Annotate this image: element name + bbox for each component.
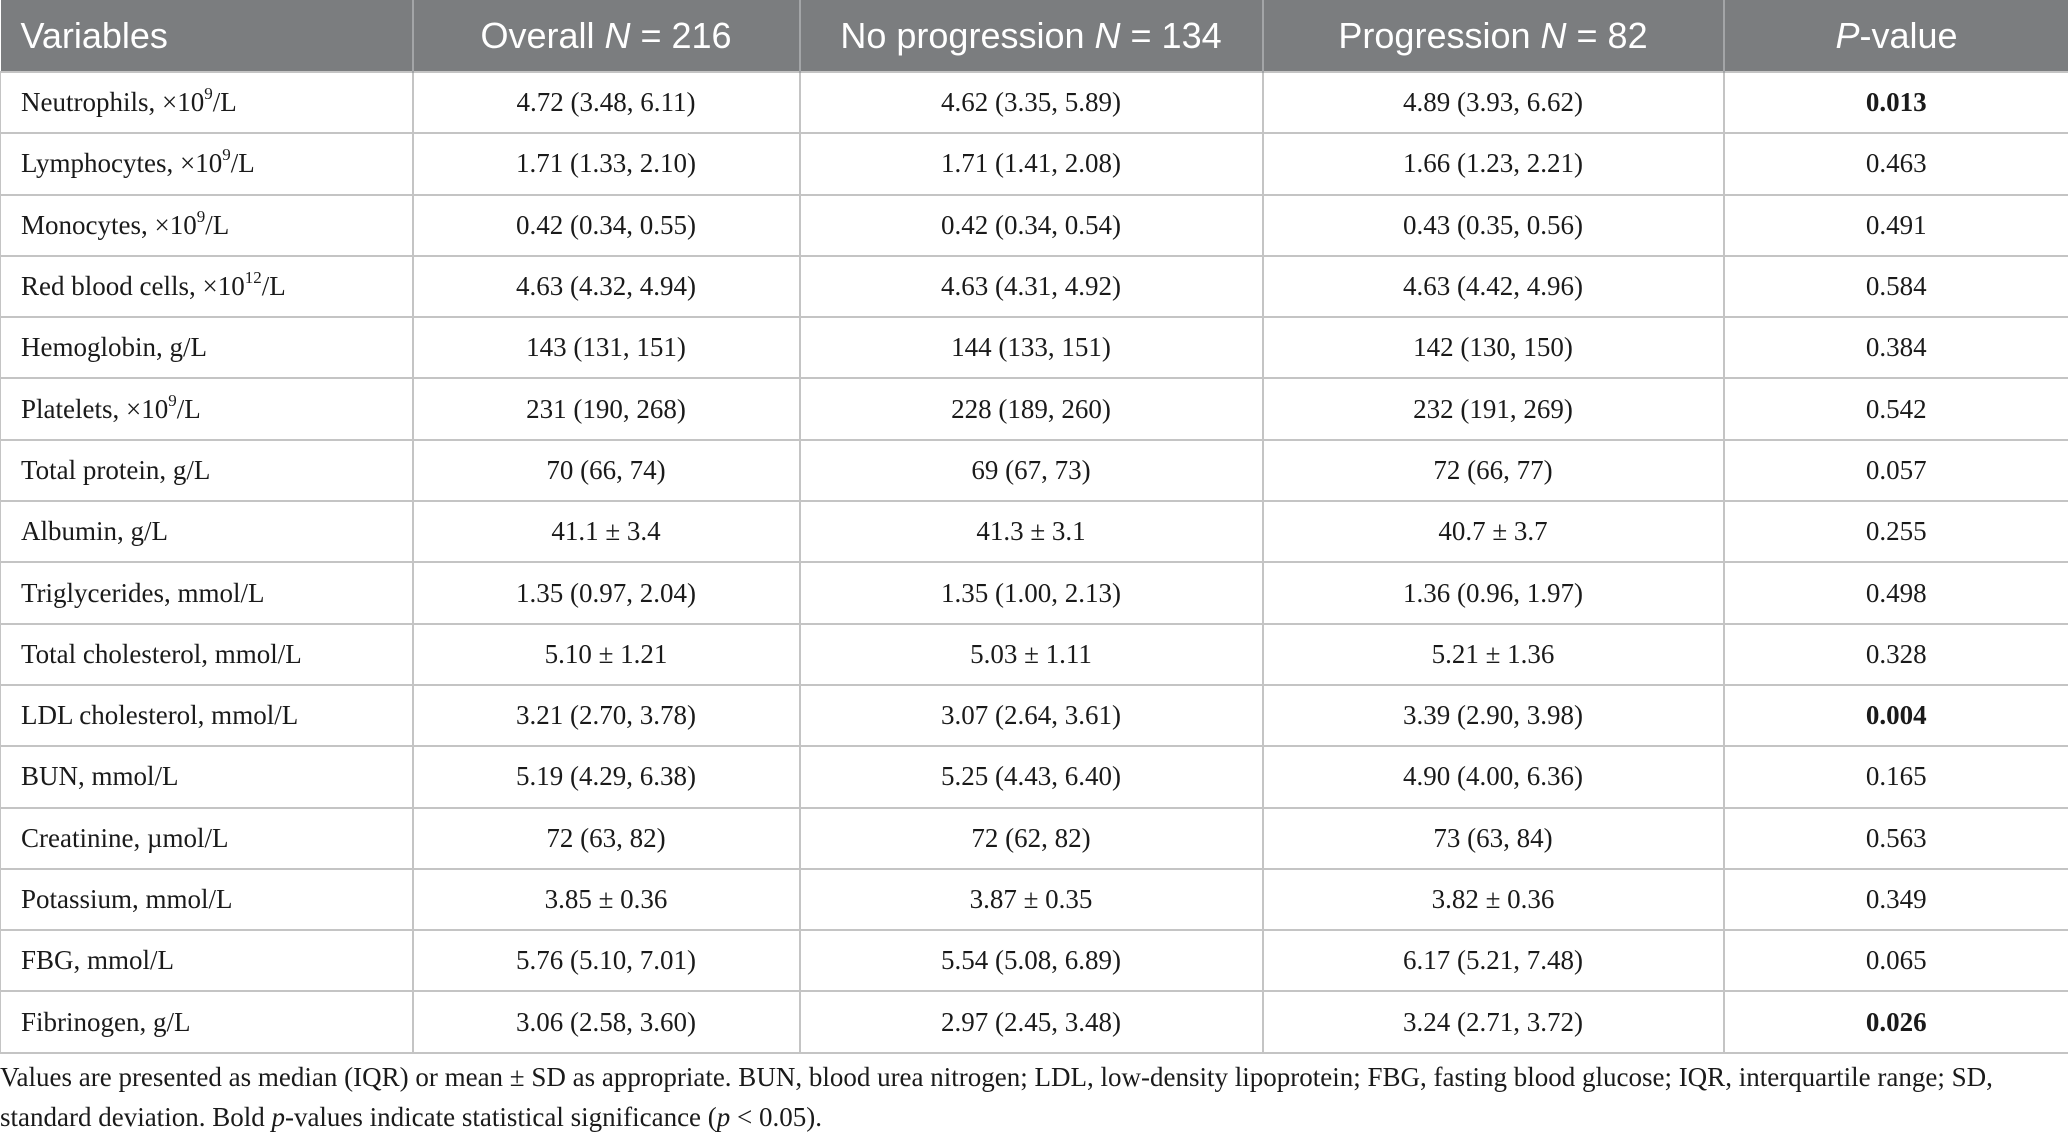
table-row <box>1 317 2068 378</box>
variable-name: Neutrophils, ×10 <box>21 87 205 118</box>
header-overall-n: N <box>604 14 631 56</box>
p-value-cell: 0.255 <box>1724 501 2068 562</box>
table-footnote <box>0 1057 2040 1137</box>
table-body <box>1 72 2068 1053</box>
variable-cell <box>1 808 413 869</box>
table-row <box>1 501 2068 562</box>
variable-cell <box>1 624 413 685</box>
header-progression <box>1263 0 1724 72</box>
overall-cell: 1.35 (0.97, 2.04) <box>413 562 800 623</box>
table-row <box>1 869 2068 930</box>
variable-cell <box>1 746 413 807</box>
variable-unit: /L <box>261 271 286 302</box>
footnote-text-c: < 0.05). <box>730 1102 823 1132</box>
progression-cell: 73 (63, 84) <box>1263 808 1724 869</box>
variable-name: Hemoglobin, g/L <box>21 332 207 363</box>
header-no-progression <box>800 0 1263 72</box>
p-value-cell: 0.057 <box>1724 440 2068 501</box>
footnote-text-a: standard deviation. Bold <box>0 1102 272 1132</box>
footnote-line-1: Values are presented as median (IQR) or mean ± SD as appropriate. BUN, blood urea nitrogen; LDL, low-density lipoprotein; FBG, fasting blood glucose; IQR, interquartile range; SD, <box>0 1062 1993 1092</box>
progression-cell: 1.36 (0.96, 1.97) <box>1263 562 1724 623</box>
progression-cell: 5.21 ± 1.36 <box>1263 624 1724 685</box>
table-row <box>1 685 2068 746</box>
no-progression-cell: 3.87 ± 0.35 <box>800 869 1263 930</box>
overall-cell: 4.72 (3.48, 6.11) <box>413 72 800 133</box>
overall-cell: 5.19 (4.29, 6.38) <box>413 746 800 807</box>
variable-name: Potassium, mmol/L <box>21 884 233 914</box>
no-progression-cell: 41.3 ± 3.1 <box>800 501 1263 562</box>
progression-cell: 4.89 (3.93, 6.62) <box>1263 72 1724 133</box>
no-progression-cell: 4.62 (3.35, 5.89) <box>800 72 1263 133</box>
table-row <box>1 991 2068 1052</box>
overall-cell: 3.85 ± 0.36 <box>413 869 800 930</box>
footnote-line-2 <box>0 1097 2040 1137</box>
no-progression-cell: 0.42 (0.34, 0.54) <box>800 195 1263 256</box>
header-overall <box>413 0 800 72</box>
no-progression-cell: 144 (133, 151) <box>800 317 1263 378</box>
p-value-cell: 0.328 <box>1724 624 2068 685</box>
header-noprog-value: = 134 <box>1120 14 1222 56</box>
header-overall-label: Overall <box>480 14 605 56</box>
header-prog-label: Progression <box>1338 14 1541 56</box>
table-row <box>1 378 2068 439</box>
overall-cell: 3.21 (2.70, 3.78) <box>413 685 800 746</box>
table-row <box>1 562 2068 623</box>
overall-cell: 143 (131, 151) <box>413 317 800 378</box>
p-value-cell: 0.065 <box>1724 930 2068 991</box>
no-progression-cell: 5.54 (5.08, 6.89) <box>800 930 1263 991</box>
variable-name: Platelets, ×10 <box>21 393 169 424</box>
p-value-cell: 0.004 <box>1724 685 2068 746</box>
overall-cell: 5.76 (5.10, 7.01) <box>413 930 800 991</box>
progression-cell: 4.90 (4.00, 6.36) <box>1263 746 1724 807</box>
progression-cell: 0.43 (0.35, 0.56) <box>1263 195 1724 256</box>
header-p-italic: P <box>1835 14 1860 56</box>
variable-cell <box>1 440 413 501</box>
variable-unit: /L <box>205 209 230 240</box>
header-overall-value: = 216 <box>630 14 732 56</box>
header-noprog-n: N <box>1094 14 1121 56</box>
variable-exponent: 9 <box>196 206 206 226</box>
overall-cell: 41.1 ± 3.4 <box>413 501 800 562</box>
variable-name: Triglycerides, mmol/L <box>21 577 265 608</box>
variable-name: Lymphocytes, ×10 <box>21 148 223 179</box>
variable-cell <box>1 991 413 1052</box>
variable-cell <box>1 195 413 256</box>
variable-name: Total cholesterol, mmol/L <box>21 638 302 669</box>
header-noprog-label: No progression <box>840 14 1095 56</box>
table-row <box>1 133 2068 194</box>
variable-name: FBG, mmol/L <box>21 945 175 976</box>
variable-name: Red blood cells, ×10 <box>21 271 245 302</box>
footnote-italic-p: p <box>271 1102 285 1132</box>
p-value-cell: 0.542 <box>1724 378 2068 439</box>
variable-cell <box>1 562 413 623</box>
variable-unit: /L <box>176 393 201 424</box>
table-header <box>1 0 2068 72</box>
header-p-rest: -value <box>1859 14 1958 56</box>
progression-cell: 232 (191, 269) <box>1263 378 1724 439</box>
overall-cell: 72 (63, 82) <box>413 808 800 869</box>
header-row <box>1 0 2068 72</box>
variable-name: Fibrinogen, g/L <box>21 1006 191 1037</box>
p-value-cell: 0.384 <box>1724 317 2068 378</box>
header-prog-value: = 82 <box>1566 14 1648 56</box>
header-prog-n: N <box>1540 14 1567 56</box>
header-variables-text: Variables <box>20 14 168 56</box>
table-row <box>1 256 2068 317</box>
progression-cell: 3.39 (2.90, 3.98) <box>1263 685 1724 746</box>
p-value-cell: 0.463 <box>1724 133 2068 194</box>
variable-cell <box>1 133 413 194</box>
variable-name: Creatinine, µmol/L <box>21 822 229 853</box>
no-progression-cell: 1.35 (1.00, 2.13) <box>800 562 1263 623</box>
p-value-cell: 0.584 <box>1724 256 2068 317</box>
progression-cell: 6.17 (5.21, 7.48) <box>1263 930 1724 991</box>
overall-cell: 0.42 (0.34, 0.55) <box>413 195 800 256</box>
no-progression-cell: 72 (62, 82) <box>800 808 1263 869</box>
p-value-cell: 0.013 <box>1724 72 2068 133</box>
no-progression-cell: 1.71 (1.41, 2.08) <box>800 133 1263 194</box>
table-row <box>1 195 2068 256</box>
p-value-cell: 0.349 <box>1724 869 2068 930</box>
table-row <box>1 72 2068 133</box>
variable-name: Total protein, g/L <box>21 454 211 485</box>
overall-cell: 3.06 (2.58, 3.60) <box>413 991 800 1052</box>
no-progression-cell: 4.63 (4.31, 4.92) <box>800 256 1263 317</box>
variable-cell <box>1 256 413 317</box>
variable-exponent: 12 <box>244 268 262 288</box>
variable-cell <box>1 501 413 562</box>
table-row <box>1 808 2068 869</box>
variable-unit: /L <box>230 148 255 179</box>
footnote-text-b: -values indicate statistical significance ( <box>284 1102 717 1132</box>
table-row <box>1 624 2068 685</box>
overall-cell: 1.71 (1.33, 2.10) <box>413 133 800 194</box>
progression-cell: 3.82 ± 0.36 <box>1263 869 1724 930</box>
header-variables <box>1 0 413 72</box>
variable-cell <box>1 378 413 439</box>
variable-exponent: 9 <box>204 84 213 104</box>
overall-cell: 4.63 (4.32, 4.94) <box>413 256 800 317</box>
progression-cell: 1.66 (1.23, 2.21) <box>1263 133 1724 194</box>
no-progression-cell: 5.25 (4.43, 6.40) <box>800 746 1263 807</box>
variable-name: Albumin, g/L <box>21 516 168 547</box>
p-value-cell: 0.498 <box>1724 562 2068 623</box>
overall-cell: 231 (190, 268) <box>413 378 800 439</box>
no-progression-cell: 228 (189, 260) <box>800 378 1263 439</box>
p-value-cell: 0.491 <box>1724 195 2068 256</box>
p-value-cell: 0.563 <box>1724 808 2068 869</box>
footnote-italic-p2: p <box>716 1102 731 1132</box>
table-row <box>1 440 2068 501</box>
table-row <box>1 746 2068 807</box>
variable-name: Monocytes, ×10 <box>21 209 197 240</box>
no-progression-cell: 2.97 (2.45, 3.48) <box>800 991 1263 1052</box>
variable-cell <box>1 72 413 133</box>
no-progression-cell: 69 (67, 73) <box>800 440 1263 501</box>
variable-cell <box>1 930 413 991</box>
no-progression-cell: 5.03 ± 1.11 <box>800 624 1263 685</box>
variable-exponent: 9 <box>168 390 177 410</box>
variable-cell <box>1 685 413 746</box>
variable-name: LDL cholesterol, mmol/L <box>21 700 299 731</box>
variable-cell <box>1 317 413 378</box>
header-p-value <box>1724 0 2068 72</box>
overall-cell: 5.10 ± 1.21 <box>413 624 800 685</box>
progression-cell: 142 (130, 150) <box>1263 317 1724 378</box>
variable-unit: /L <box>212 87 237 118</box>
progression-cell: 72 (66, 77) <box>1263 440 1724 501</box>
progression-cell: 40.7 ± 3.7 <box>1263 501 1724 562</box>
overall-cell: 70 (66, 74) <box>413 440 800 501</box>
variable-name: BUN, mmol/L <box>21 761 179 792</box>
progression-cell: 3.24 (2.71, 3.72) <box>1263 991 1724 1052</box>
table-row <box>1 930 2068 991</box>
no-progression-cell: 3.07 (2.64, 3.61) <box>800 685 1263 746</box>
p-value-cell: 0.165 <box>1724 746 2068 807</box>
variable-exponent: 9 <box>222 145 231 165</box>
p-value-cell: 0.026 <box>1724 991 2068 1052</box>
variable-cell <box>1 869 413 930</box>
progression-cell: 4.63 (4.42, 4.96) <box>1263 256 1724 317</box>
